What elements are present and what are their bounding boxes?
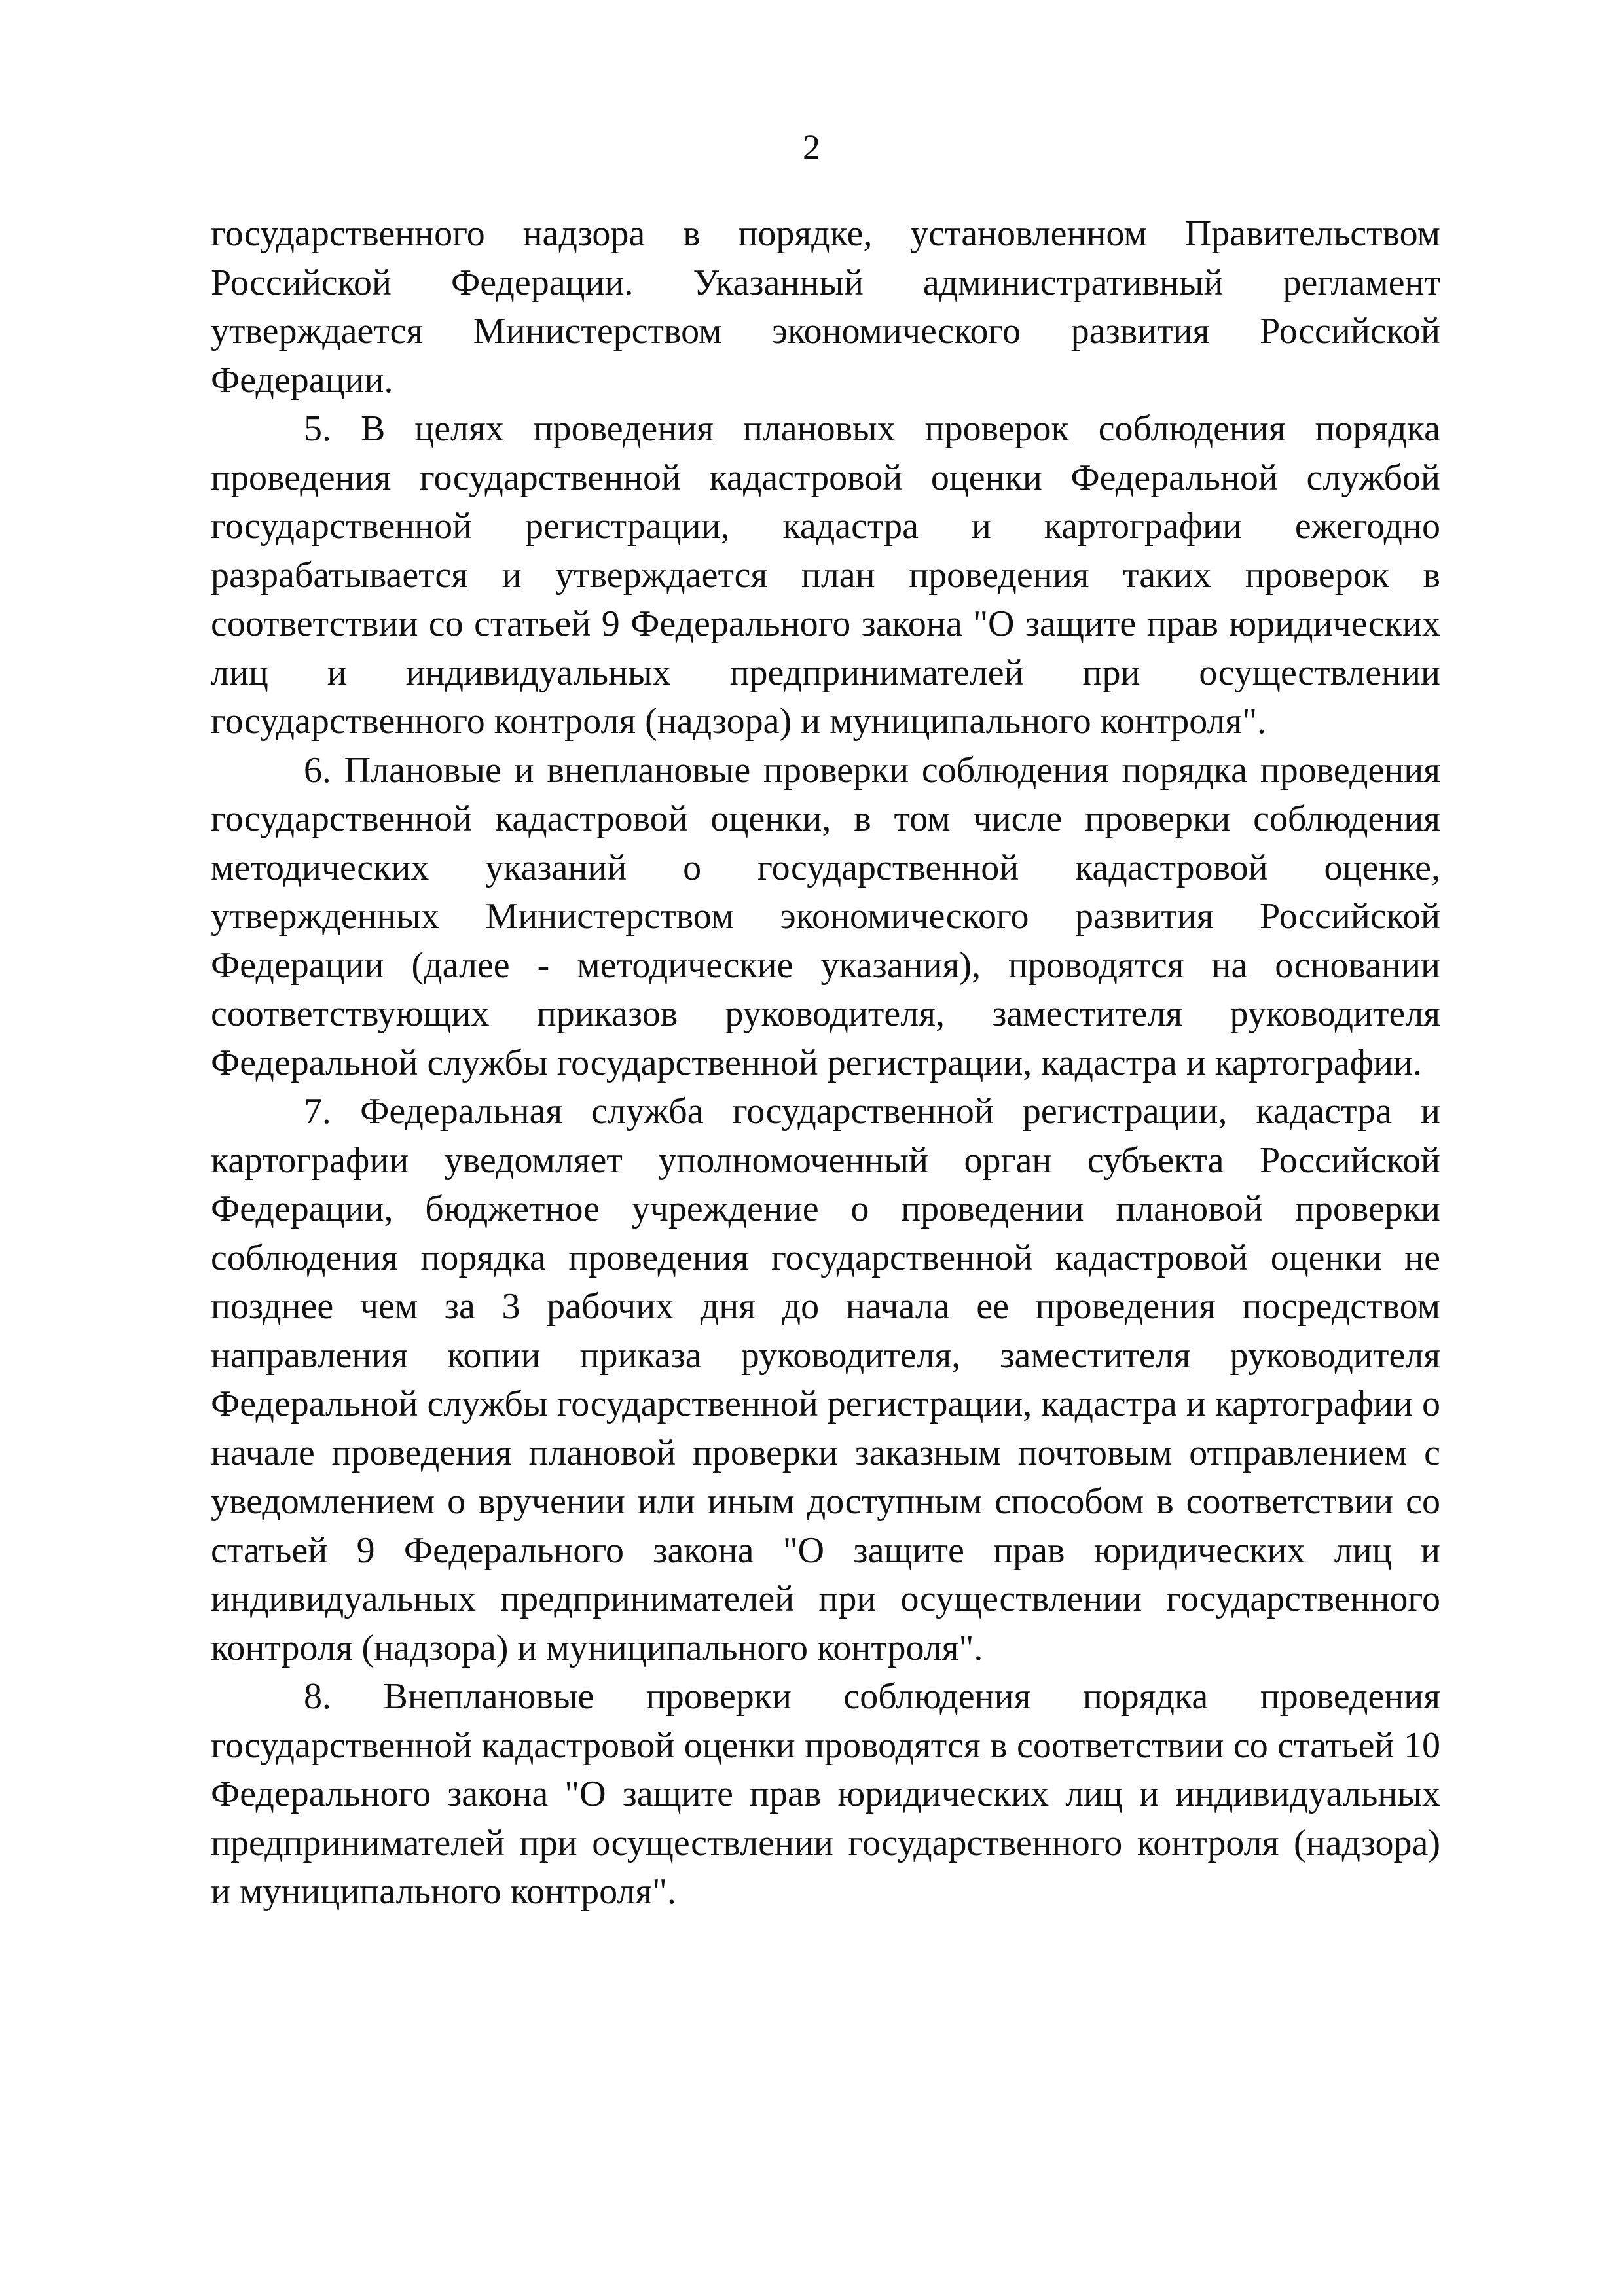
document-body — [211, 209, 1440, 1916]
paragraph-item-8: 8. Внеплановые проверки соблюдения порядка проведения государственной кадастровой оценки проводятся в соответствии со статьей 10 Федерального закона "О защите прав юридических лиц и индивидуальных предпринимателей при осуществлении государственного контроля (надзора) и муниципального контроля". — [211, 1676, 1440, 1912]
page-number: 2 — [803, 128, 820, 167]
paragraph-item-7: 7. Федеральная служба государственной регистрации, кадастра и картографии уведомляет уполномоченный орган субъекта Российской Федерации, бюджетное учреждение о проведении плановой проверки соблюдения порядка проведения государственной кадастровой оценки не позднее чем за 3 рабочих дня до начала ее проведения посредством направления копии приказа руководителя, заместителя руководителя Федеральной службы государственной регистрации, кадастра и картографии о начале проведения плановой проверки заказным почтовым отправлением с уведомлением о вручении или иным доступным способом в соответствии со статьей 9 Федерального закона "О защите прав юридических лиц и индивидуальных предпринимателей при осуществлении государственного контроля (надзора) и муниципального контроля". — [211, 1091, 1440, 1668]
paragraph-item-6: 6. Плановые и внеплановые проверки соблюдения порядка проведения государственной кадастровой оценки, в том числе проверки соблюдения методических указаний о государственной кадастровой оценке, утвержденных Министерством экономического развития Российской Федерации (далее - методические указания), проводятся на основании соответствующих приказов руководителя, заместителя руководителя Федеральной службы государственной регистрации, кадастра и картографии. — [211, 749, 1440, 1083]
paragraph-item-5: 5. В целях проведения плановых проверок соблюдения порядка проведения государственной кадастровой оценки Федеральной службой государственной регистрации, кадастра и картографии ежегодно разрабатывается и утверждается план проведения таких проверок в соответствии со статьей 9 Федерального закона "О защите прав юридических лиц и индивидуальных предпринимателей при осуществлении государственного контроля (надзора) и муниципального контроля". — [211, 408, 1440, 742]
paragraph-continuation: государственного надзора в порядке, установленном Правительством Российской Федерации. Указанный административный регламент утверждается Министерством экономического развития Российской Федерации. — [211, 213, 1440, 401]
